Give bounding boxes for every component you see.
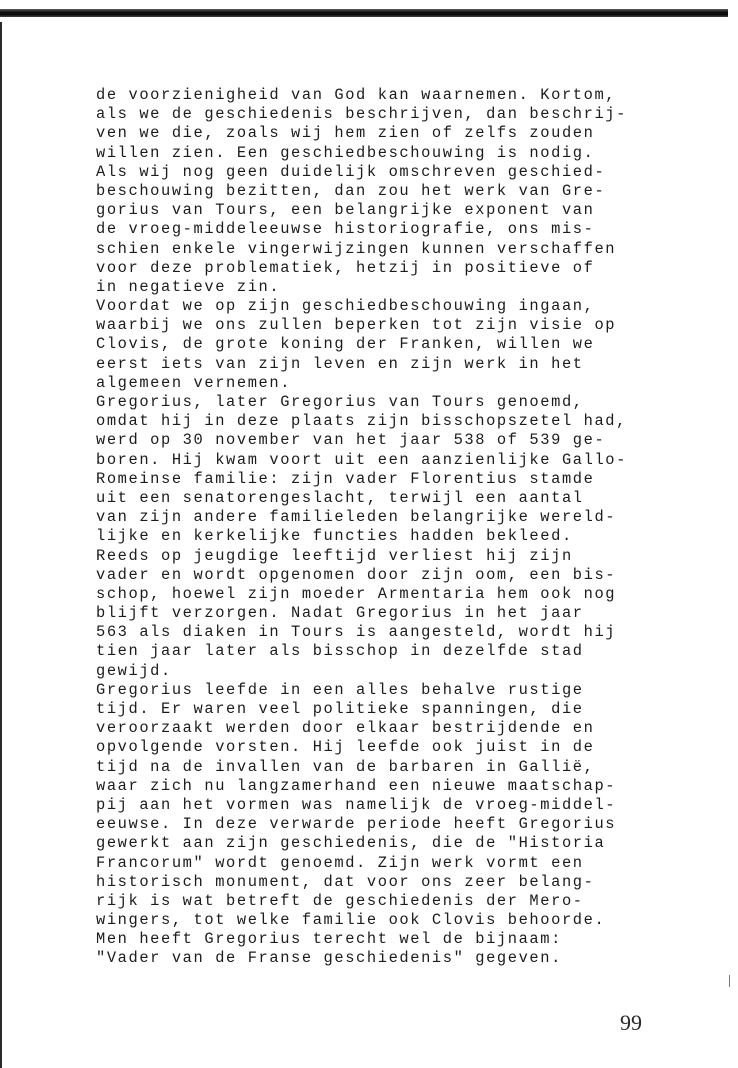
text-line: eeuwse. In deze verwarde periode heeft Gregorius [96,815,617,834]
text-line: voor deze problematiek, hetzij in positieve of [96,258,595,277]
text-line: waar zich nu langzamerhand een nieuwe maatschap- [96,776,617,795]
text-line: veroorzaakt werden door elkaar bestrijdende en [96,719,595,738]
text-line: Francorum" wordt genoemd. Zijn werk vormt een [96,853,584,872]
right-edge-mark [729,975,730,987]
text-line: vader en wordt opgenomen door zijn oom, een bis- [96,565,617,584]
left-page-edge [0,22,2,1068]
text-line: de voorzienigheid van God kan waarnemen. Kortom, [96,86,617,104]
text-line: Romeinse familie: zijn vader Florentius stamde [96,469,595,488]
text-line: in negatieve zin. [96,277,281,296]
text-line: Als wij nog geen duidelijk omschreven geschied- [96,162,606,181]
text-line: werd op 30 november van het jaar 538 of 539 ge- [96,431,606,450]
text-line: gewijd. [96,661,172,680]
text-line: gorius van Tours, een belangrijke exponent van [96,201,595,220]
body-text [96,86,696,969]
text-line: rijk is wat betreft de geschiedenis der Mero- [96,891,584,910]
text-line: opvolgende vorsten. Hij leefde ook juist in de [96,738,595,757]
page-number: 99 [620,1010,642,1035]
text-line: tijd na de invallen van de barbaren in Gallië, [96,757,595,776]
text-line: pij aan het vormen was namelijk de vroeg-middel- [96,795,617,814]
text-line: wingers, tot welke familie ook Clovis behoorde. [96,911,606,930]
text-line: historisch monument, dat voor ons zeer belang- [96,872,595,891]
text-line: van zijn andere familieleden belangrijke wereld- [96,508,617,527]
top-border-bar [0,9,728,17]
text-line: schop, hoewel zijn moeder Armentaria hem ook nog [96,584,617,603]
text-line: omdat hij in deze plaats zijn bisschopszetel had, [96,412,627,431]
text-line: als we de geschiedenis beschrijven, dan beschrij- [96,105,627,124]
text-line: Men heeft Gregorius terecht wel de bijnaam: [96,930,562,949]
text-line: eerst iets van zijn leven en zijn werk in het [96,354,584,373]
text-line: boren. Hij kwam voort uit een aanzienlijke Gallo- [96,450,627,469]
text-line: uit een senatorengeslacht, terwijl een aantal [96,488,584,507]
text-line: lijke en kerkelijke functies hadden bekleed. [96,527,573,546]
text-line: algemeen vernemen. [96,373,292,392]
text-line: tien jaar later als bisschop in dezelfde stad [96,642,584,661]
text-line: 563 als diaken in Tours is aangesteld, wordt hij [96,623,617,642]
text-line: blijft verzorgen. Nadat Gregorius in het jaar [96,604,584,623]
text-line: waarbij we ons zullen beperken tot zijn visie op [96,316,617,335]
text-line: Clovis, de grote koning der Franken, willen we [96,335,595,354]
text-line: Gregorius leefde in een alles behalve rustige [96,680,584,699]
text-line: gewerkt aan zijn geschiedenis, die de "Historia [96,834,606,853]
text-line: de vroeg-middeleeuwse historiografie, ons mis- [96,220,595,239]
text-line: Reeds op jeugdige leeftijd verliest hij zijn [96,546,573,565]
text-line: schien enkele vingerwijzingen kunnen verschaffen [96,239,617,258]
text-line: "Vader van de Franse geschiedenis" gegeven. [96,949,562,968]
text-line: Gregorius, later Gregorius van Tours genoemd, [96,393,584,411]
text-line: willen zien. Een geschiedbeschouwing is nodig. [96,143,595,162]
text-line: ven we die, zoals wij hem zien of zelfs zouden [96,124,595,143]
text-line: tijd. Er waren veel politieke spanningen, die [96,700,584,718]
text-line: beschouwing bezitten, dan zou het werk van Gre- [96,181,606,200]
text-line: Voordat we op zijn geschiedbeschouwing ingaan, [96,297,595,316]
